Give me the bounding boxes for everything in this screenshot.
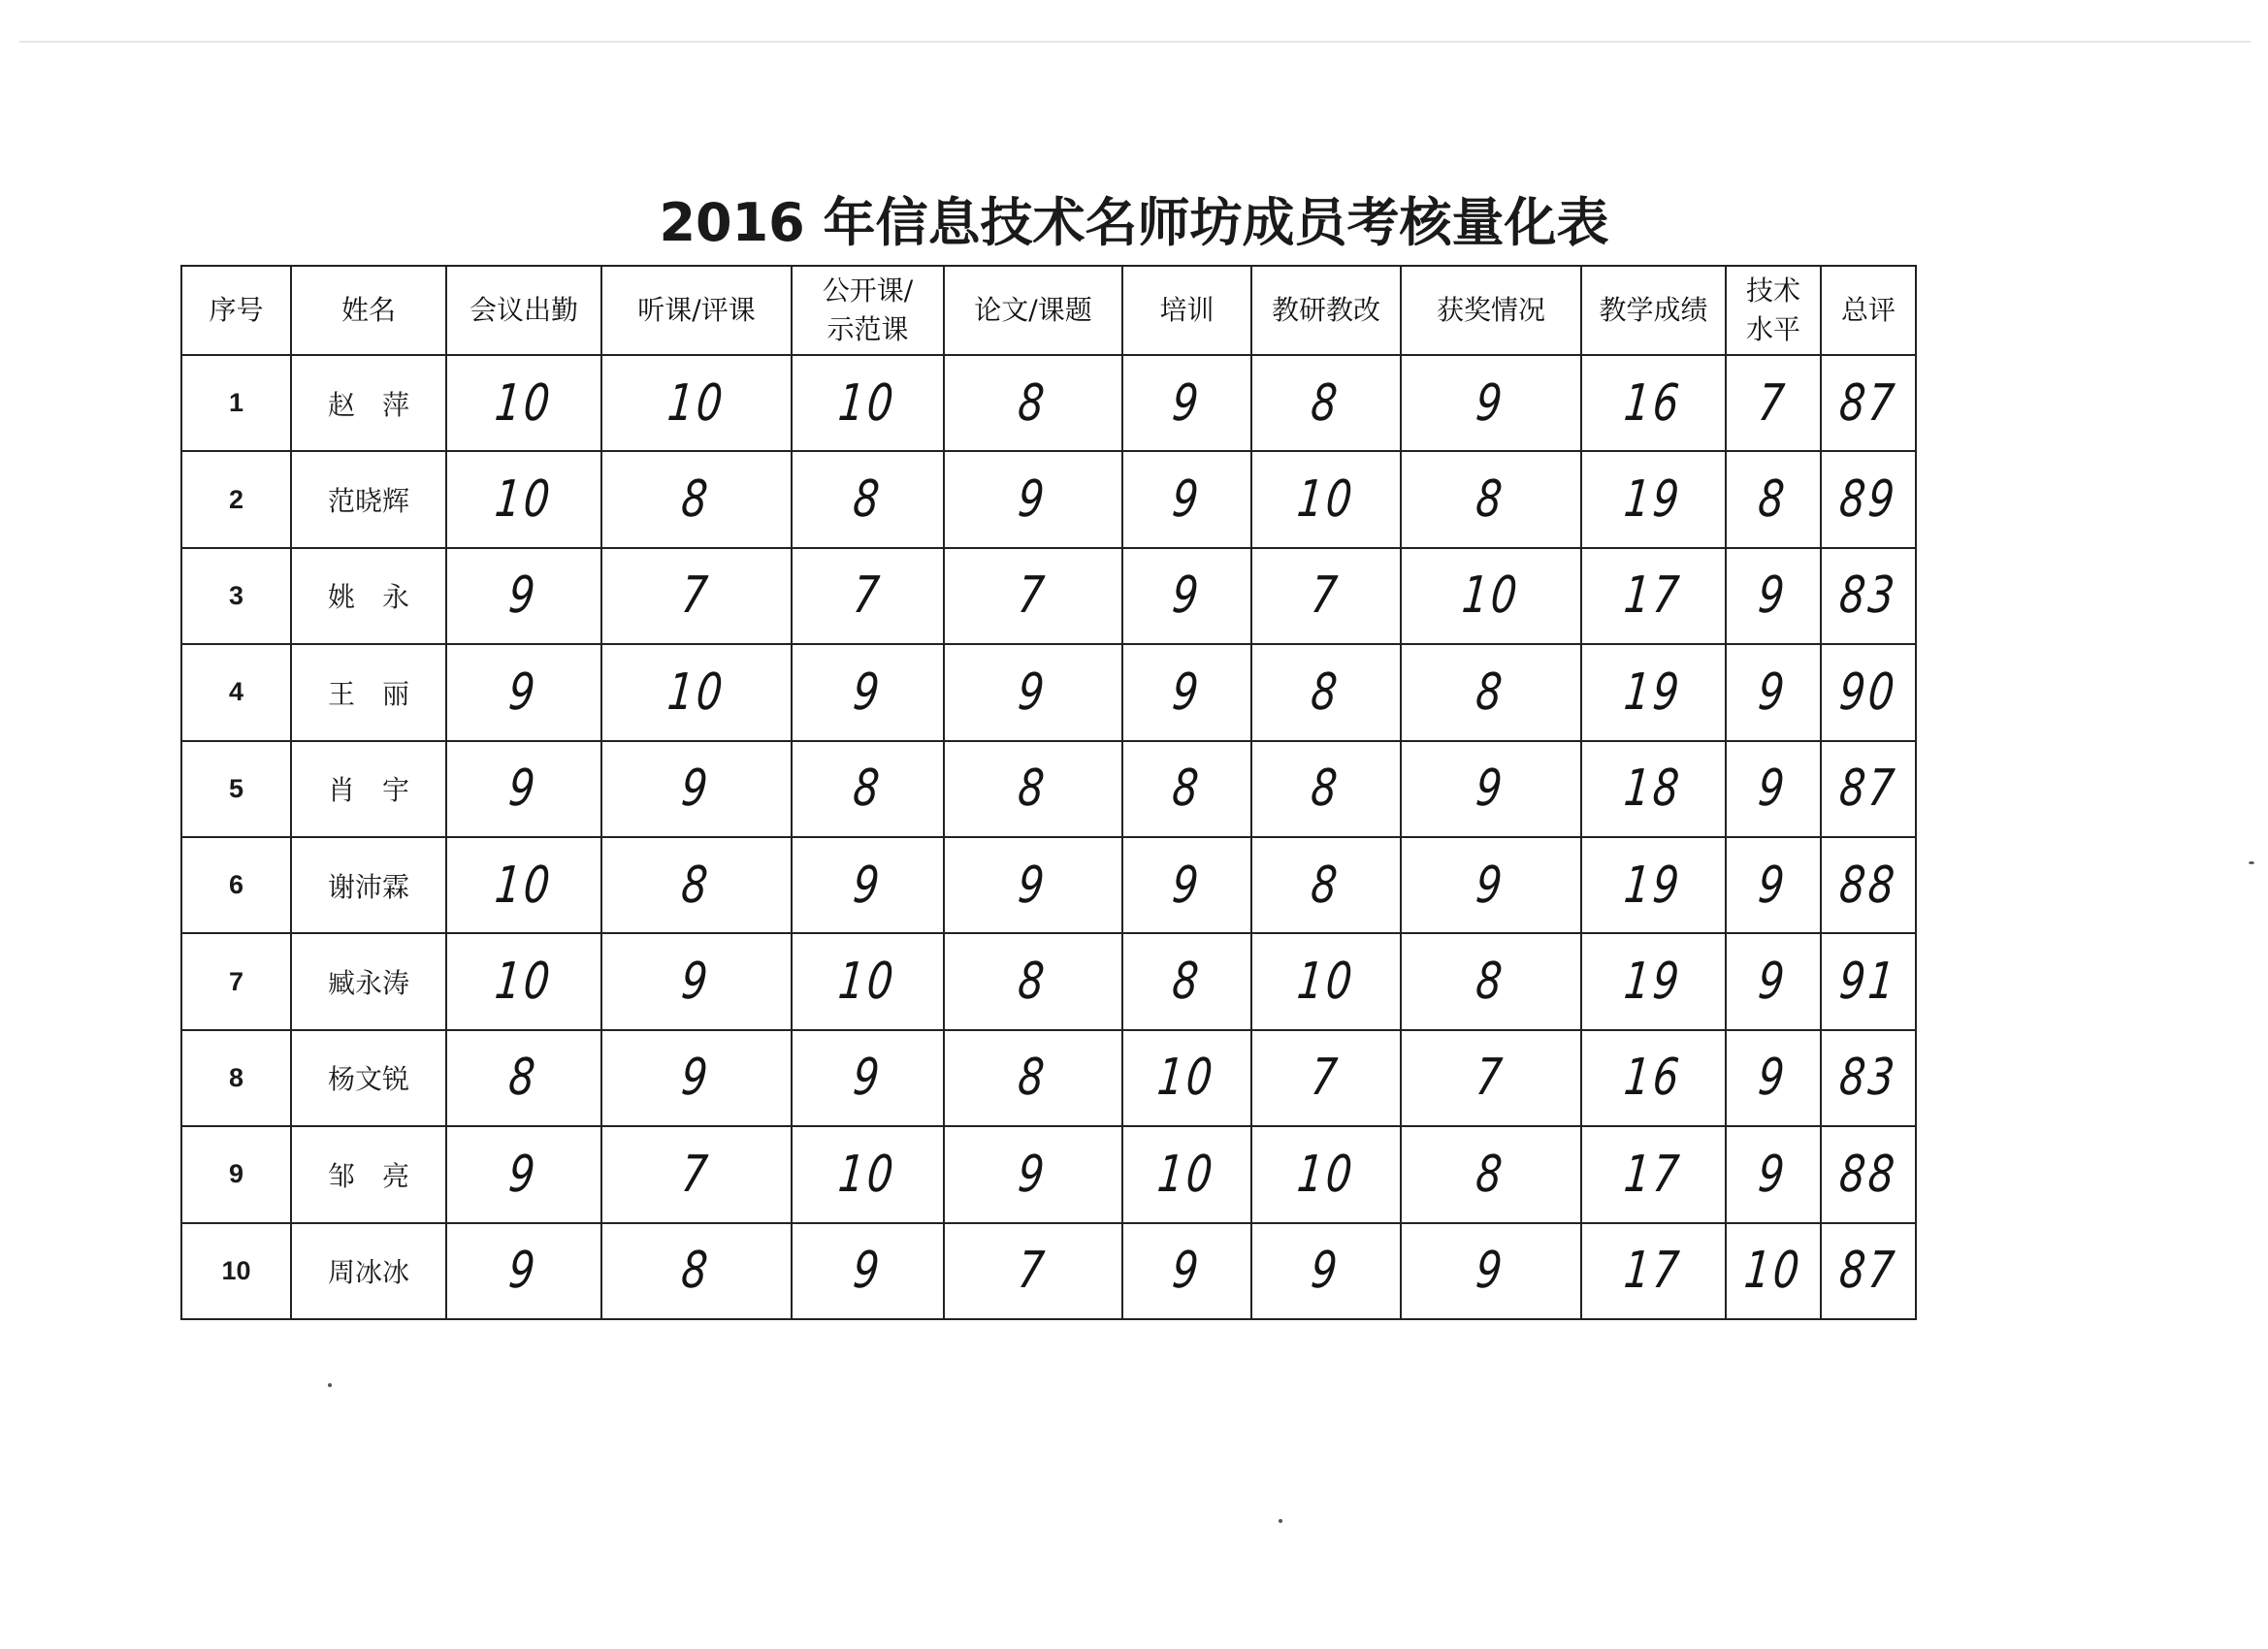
handwritten-score bbox=[601, 837, 792, 933]
handwritten-score bbox=[601, 1030, 792, 1126]
score-value: 7 bbox=[679, 1145, 714, 1204]
member-name: 杨文锐 bbox=[291, 1030, 446, 1126]
handwritten-score bbox=[1726, 548, 1821, 644]
handwritten-score bbox=[601, 741, 792, 837]
total-score bbox=[1821, 1223, 1916, 1319]
handwritten-score bbox=[1726, 451, 1821, 547]
handwritten-score bbox=[1581, 837, 1726, 933]
score-value: 9 bbox=[506, 1242, 541, 1301]
handwritten-score bbox=[1581, 933, 1726, 1029]
handwritten-score bbox=[446, 837, 601, 933]
score-value: 8 bbox=[506, 1049, 541, 1108]
handwritten-score bbox=[446, 548, 601, 644]
score-value: 9 bbox=[1474, 856, 1508, 915]
handwritten-score bbox=[1251, 837, 1401, 933]
header-cell-tech-level: 技术 水平 bbox=[1726, 266, 1821, 355]
handwritten-score bbox=[446, 1223, 601, 1319]
handwritten-score bbox=[944, 837, 1122, 933]
member-name: 赵 萍 bbox=[291, 355, 446, 451]
total-score bbox=[1821, 355, 1916, 451]
score-value: 8 bbox=[1016, 760, 1051, 819]
member-name: 臧永涛 bbox=[291, 933, 446, 1029]
handwritten-score bbox=[1251, 1030, 1401, 1126]
score-value: 9 bbox=[1756, 566, 1791, 626]
total-score bbox=[1821, 741, 1916, 837]
handwritten-score bbox=[1726, 1126, 1821, 1222]
score-value: 10 bbox=[492, 373, 556, 433]
row-index: 8 bbox=[181, 1030, 291, 1126]
handwritten-score bbox=[792, 451, 944, 547]
score-value: 8 bbox=[1474, 470, 1508, 530]
score-value: 7 bbox=[1016, 1242, 1051, 1301]
header-cell-papers: 论文/课题 bbox=[944, 266, 1122, 355]
score-value: 19 bbox=[1622, 953, 1685, 1012]
handwritten-score bbox=[792, 837, 944, 933]
score-value: 8 bbox=[851, 470, 885, 530]
handwritten-score bbox=[944, 451, 1122, 547]
member-name: 姚 永 bbox=[291, 548, 446, 644]
handwritten-score bbox=[601, 644, 792, 740]
total-score bbox=[1821, 933, 1916, 1029]
score-value: 8 bbox=[1016, 953, 1051, 1012]
score-value: 17 bbox=[1622, 566, 1685, 626]
row-index: 3 bbox=[181, 548, 291, 644]
score-value: 9 bbox=[1756, 1145, 1791, 1204]
score-value: 83 bbox=[1836, 1049, 1900, 1108]
handwritten-score bbox=[1401, 355, 1581, 451]
score-value: 9 bbox=[1170, 566, 1204, 626]
score-value: 10 bbox=[1155, 1145, 1218, 1204]
handwritten-score bbox=[1401, 451, 1581, 547]
row-index: 4 bbox=[181, 644, 291, 740]
score-value: 8 bbox=[1170, 760, 1204, 819]
score-value: 9 bbox=[1474, 373, 1508, 433]
score-value: 18 bbox=[1622, 760, 1685, 819]
total-score bbox=[1821, 644, 1916, 740]
score-value: 9 bbox=[1474, 1242, 1508, 1301]
score-value: 10 bbox=[836, 373, 899, 433]
score-value: 9 bbox=[1756, 663, 1791, 722]
row-index: 6 bbox=[181, 837, 291, 933]
score-value: 9 bbox=[1756, 760, 1791, 819]
score-value: 17 bbox=[1622, 1242, 1685, 1301]
handwritten-score bbox=[944, 1223, 1122, 1319]
score-value: 10 bbox=[664, 373, 729, 433]
handwritten-score bbox=[944, 644, 1122, 740]
handwritten-score bbox=[1251, 548, 1401, 644]
score-value: 87 bbox=[1836, 373, 1900, 433]
handwritten-score bbox=[1122, 548, 1251, 644]
member-name: 谢沛霖 bbox=[291, 837, 446, 933]
score-value: 83 bbox=[1836, 566, 1900, 626]
handwritten-score bbox=[446, 933, 601, 1029]
score-value: 8 bbox=[1016, 1049, 1051, 1108]
handwritten-score bbox=[1401, 933, 1581, 1029]
handwritten-score bbox=[601, 1126, 792, 1222]
score-value: 9 bbox=[851, 856, 885, 915]
scan-edge-line bbox=[19, 41, 2251, 43]
handwritten-score bbox=[1122, 451, 1251, 547]
score-value: 7 bbox=[1309, 566, 1344, 626]
header-cell-awards: 获奖情况 bbox=[1401, 266, 1581, 355]
handwritten-score bbox=[944, 355, 1122, 451]
score-value: 87 bbox=[1836, 760, 1900, 819]
table-row bbox=[181, 837, 1916, 933]
handwritten-score bbox=[1251, 933, 1401, 1029]
handwritten-score bbox=[1401, 1126, 1581, 1222]
handwritten-score bbox=[944, 933, 1122, 1029]
total-score bbox=[1821, 1126, 1916, 1222]
score-value: 9 bbox=[1170, 856, 1204, 915]
score-value: 16 bbox=[1622, 373, 1685, 433]
total-score bbox=[1821, 451, 1916, 547]
scan-speck bbox=[1279, 1519, 1282, 1523]
row-index: 5 bbox=[181, 741, 291, 837]
score-value: 19 bbox=[1622, 663, 1685, 722]
score-value: 7 bbox=[679, 566, 714, 626]
score-value: 9 bbox=[1016, 470, 1051, 530]
score-value: 10 bbox=[492, 470, 556, 530]
table-row bbox=[181, 1030, 1916, 1126]
score-value: 10 bbox=[1294, 953, 1358, 1012]
member-name: 周冰冰 bbox=[291, 1223, 446, 1319]
handwritten-score bbox=[1401, 1030, 1581, 1126]
total-score bbox=[1821, 837, 1916, 933]
header-cell-training: 培训 bbox=[1122, 266, 1251, 355]
header-cell-open-class: 公开课/ 示范课 bbox=[792, 266, 944, 355]
score-value: 9 bbox=[1170, 470, 1204, 530]
header-cell-research: 教研教改 bbox=[1251, 266, 1401, 355]
score-value: 91 bbox=[1836, 953, 1900, 1012]
table-body bbox=[181, 355, 1916, 1319]
handwritten-score bbox=[446, 644, 601, 740]
handwritten-score bbox=[792, 1126, 944, 1222]
table-row bbox=[181, 741, 1916, 837]
score-value: 9 bbox=[679, 953, 714, 1012]
row-index: 10 bbox=[181, 1223, 291, 1319]
score-value: 10 bbox=[836, 953, 899, 1012]
score-value: 10 bbox=[492, 953, 556, 1012]
handwritten-score bbox=[1122, 1223, 1251, 1319]
score-value: 87 bbox=[1836, 1242, 1900, 1301]
handwritten-score bbox=[1122, 933, 1251, 1029]
scan-speck bbox=[328, 1383, 332, 1387]
score-value: 8 bbox=[1474, 1145, 1508, 1204]
handwritten-score bbox=[944, 1030, 1122, 1126]
score-value: 9 bbox=[679, 760, 714, 819]
handwritten-score bbox=[792, 1223, 944, 1319]
handwritten-score bbox=[1581, 1223, 1726, 1319]
score-value: 7 bbox=[1474, 1049, 1508, 1108]
handwritten-score bbox=[1122, 355, 1251, 451]
score-value: 9 bbox=[1016, 1145, 1051, 1204]
handwritten-score bbox=[601, 451, 792, 547]
handwritten-score bbox=[446, 355, 601, 451]
total-score bbox=[1821, 1030, 1916, 1126]
handwritten-score bbox=[1726, 1223, 1821, 1319]
handwritten-score bbox=[601, 355, 792, 451]
handwritten-score bbox=[1581, 451, 1726, 547]
score-value: 10 bbox=[1459, 566, 1523, 626]
total-score bbox=[1821, 548, 1916, 644]
handwritten-score bbox=[1401, 644, 1581, 740]
score-value: 10 bbox=[1155, 1049, 1218, 1108]
handwritten-score bbox=[944, 1126, 1122, 1222]
handwritten-score bbox=[446, 741, 601, 837]
score-value: 7 bbox=[1756, 373, 1791, 433]
score-value: 8 bbox=[1474, 953, 1508, 1012]
score-value: 9 bbox=[851, 663, 885, 722]
score-value: 9 bbox=[1756, 1049, 1791, 1108]
handwritten-score bbox=[1122, 1126, 1251, 1222]
handwritten-score bbox=[1401, 741, 1581, 837]
handwritten-score bbox=[1581, 741, 1726, 837]
score-value: 9 bbox=[1170, 373, 1204, 433]
row-index: 1 bbox=[181, 355, 291, 451]
handwritten-score bbox=[792, 1030, 944, 1126]
score-value: 16 bbox=[1622, 1049, 1685, 1108]
handwritten-score bbox=[446, 451, 601, 547]
member-name: 王 丽 bbox=[291, 644, 446, 740]
table-row bbox=[181, 1126, 1916, 1222]
score-value: 10 bbox=[492, 856, 556, 915]
score-value: 10 bbox=[1294, 470, 1358, 530]
table-row bbox=[181, 548, 1916, 644]
assessment-table bbox=[180, 265, 1917, 1320]
score-value: 8 bbox=[1309, 373, 1344, 433]
handwritten-score bbox=[1581, 548, 1726, 644]
handwritten-score bbox=[1726, 741, 1821, 837]
score-value: 8 bbox=[1474, 663, 1508, 722]
handwritten-score bbox=[1726, 644, 1821, 740]
handwritten-score bbox=[601, 933, 792, 1029]
header-cell-name: 姓名 bbox=[291, 266, 446, 355]
score-value: 8 bbox=[679, 856, 714, 915]
handwritten-score bbox=[792, 644, 944, 740]
table-row bbox=[181, 933, 1916, 1029]
handwritten-score bbox=[1122, 644, 1251, 740]
score-value: 9 bbox=[506, 760, 541, 819]
handwritten-score bbox=[1251, 1126, 1401, 1222]
header-row bbox=[181, 266, 1916, 355]
score-value: 10 bbox=[1741, 1242, 1805, 1301]
score-value: 8 bbox=[851, 760, 885, 819]
header-cell-teaching-results: 教学成绩 bbox=[1581, 266, 1726, 355]
score-value: 9 bbox=[1756, 856, 1791, 915]
handwritten-score bbox=[944, 741, 1122, 837]
handwritten-score bbox=[601, 1223, 792, 1319]
row-index: 7 bbox=[181, 933, 291, 1029]
member-name: 肖 宇 bbox=[291, 741, 446, 837]
handwritten-score bbox=[1401, 548, 1581, 644]
score-value: 9 bbox=[506, 566, 541, 626]
handwritten-score bbox=[446, 1030, 601, 1126]
handwritten-score bbox=[1251, 1223, 1401, 1319]
handwritten-score bbox=[1401, 837, 1581, 933]
header-cell-total: 总评 bbox=[1821, 266, 1916, 355]
score-value: 10 bbox=[836, 1145, 899, 1204]
score-value: 8 bbox=[1309, 856, 1344, 915]
handwritten-score bbox=[1726, 837, 1821, 933]
handwritten-score bbox=[1726, 1030, 1821, 1126]
score-value: 8 bbox=[1309, 663, 1344, 722]
handwritten-score bbox=[1726, 933, 1821, 1029]
score-value: 10 bbox=[664, 663, 729, 722]
handwritten-score bbox=[601, 548, 792, 644]
score-value: 88 bbox=[1836, 856, 1900, 915]
handwritten-score bbox=[792, 548, 944, 644]
handwritten-score bbox=[1581, 1126, 1726, 1222]
score-value: 8 bbox=[1756, 470, 1791, 530]
score-value: 9 bbox=[1016, 856, 1051, 915]
score-value: 8 bbox=[1170, 953, 1204, 1012]
handwritten-score bbox=[1726, 355, 1821, 451]
handwritten-score bbox=[1251, 644, 1401, 740]
row-index: 2 bbox=[181, 451, 291, 547]
handwritten-score bbox=[1251, 741, 1401, 837]
score-value: 9 bbox=[506, 663, 541, 722]
handwritten-score bbox=[792, 355, 944, 451]
score-value: 17 bbox=[1622, 1145, 1685, 1204]
score-value: 8 bbox=[679, 470, 714, 530]
table-row bbox=[181, 644, 1916, 740]
score-value: 8 bbox=[1016, 373, 1051, 433]
table-row bbox=[181, 451, 1916, 547]
score-value: 9 bbox=[1170, 663, 1204, 722]
handwritten-score bbox=[1581, 355, 1726, 451]
handwritten-score bbox=[792, 741, 944, 837]
handwritten-score bbox=[446, 1126, 601, 1222]
header-cell-attendance: 会议出勤 bbox=[446, 266, 601, 355]
score-value: 8 bbox=[679, 1242, 714, 1301]
score-value: 7 bbox=[1309, 1049, 1344, 1108]
handwritten-score bbox=[1401, 1223, 1581, 1319]
header-cell-lesson-observation: 听课/评课 bbox=[601, 266, 792, 355]
score-value: 9 bbox=[1474, 760, 1508, 819]
score-value: 9 bbox=[851, 1049, 885, 1108]
score-value: 89 bbox=[1836, 470, 1900, 530]
score-value: 9 bbox=[506, 1145, 541, 1204]
handwritten-score bbox=[1251, 355, 1401, 451]
score-value: 7 bbox=[1016, 566, 1051, 626]
score-value: 90 bbox=[1836, 663, 1900, 722]
table-row bbox=[181, 355, 1916, 451]
score-value: 9 bbox=[679, 1049, 714, 1108]
handwritten-score bbox=[1251, 451, 1401, 547]
member-name: 邹 亮 bbox=[291, 1126, 446, 1222]
score-value: 19 bbox=[1622, 470, 1685, 530]
handwritten-score bbox=[1122, 741, 1251, 837]
score-value: 8 bbox=[1309, 760, 1344, 819]
score-value: 19 bbox=[1622, 856, 1685, 915]
score-value: 88 bbox=[1836, 1145, 1900, 1204]
handwritten-score bbox=[792, 933, 944, 1029]
score-value: 9 bbox=[1016, 663, 1051, 722]
handwritten-score bbox=[1581, 644, 1726, 740]
member-name: 范晓辉 bbox=[291, 451, 446, 547]
handwritten-score bbox=[1122, 837, 1251, 933]
score-value: 7 bbox=[851, 566, 885, 626]
scan-speck bbox=[2249, 861, 2254, 864]
handwritten-score bbox=[944, 548, 1122, 644]
score-value: 10 bbox=[1294, 1145, 1358, 1204]
score-value: 9 bbox=[851, 1242, 885, 1301]
score-value: 9 bbox=[1309, 1242, 1344, 1301]
table-row bbox=[181, 1223, 1916, 1319]
row-index: 9 bbox=[181, 1126, 291, 1222]
page-title: 2016 年信息技术名师坊成员考核量化表 bbox=[659, 192, 1609, 253]
score-value: 9 bbox=[1170, 1242, 1204, 1301]
header-cell-index: 序号 bbox=[181, 266, 291, 355]
score-value: 9 bbox=[1756, 953, 1791, 1012]
handwritten-score bbox=[1581, 1030, 1726, 1126]
handwritten-score bbox=[1122, 1030, 1251, 1126]
